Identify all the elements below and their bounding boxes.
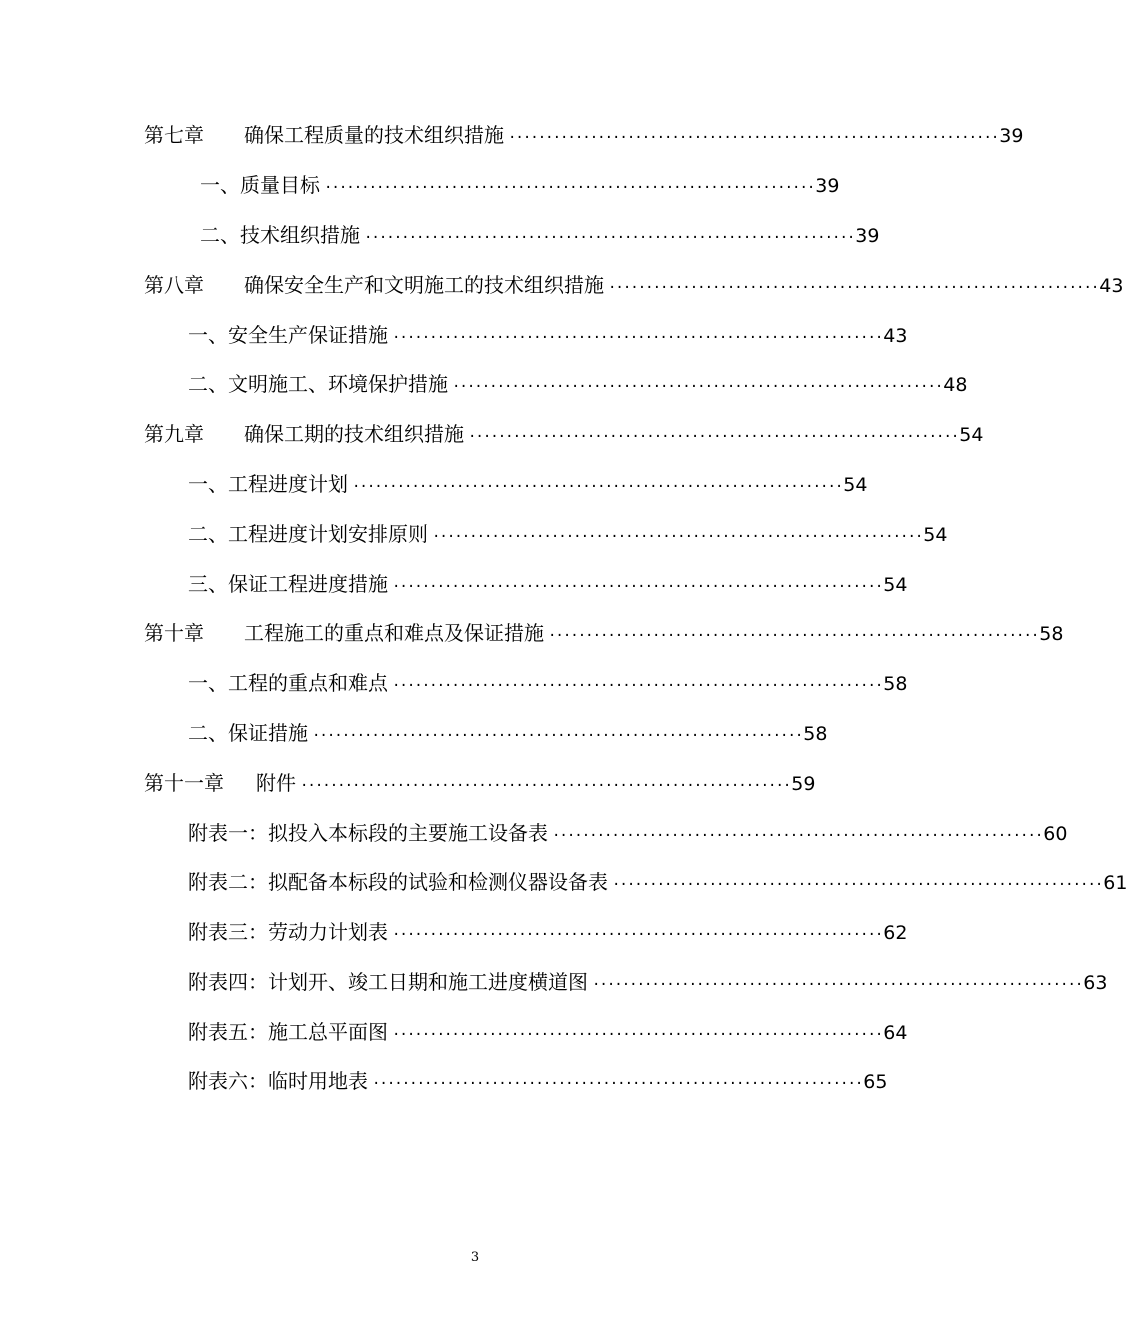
toc-entry-page: 58 <box>1039 623 1064 645</box>
toc-entry-number: 附表三： <box>188 920 268 944</box>
toc-entry-title: 技术组织措施 <box>240 223 360 247</box>
toc-leader-dots: ·································································· <box>312 728 803 744</box>
toc-entry-number: 二、 <box>188 721 228 745</box>
toc-entry-number: 二、 <box>188 522 228 546</box>
toc-entry-title: 计划开、竣工日期和施工进度横道图 <box>268 970 588 994</box>
toc-entry-page: 43 <box>883 325 908 347</box>
toc-entry-title: 工程施工的重点和难点及保证措施 <box>244 621 544 645</box>
toc-leader-dots: ·································································· <box>592 977 1083 993</box>
toc-leader-dots: ·································································· <box>392 1027 883 1043</box>
toc-leader-dots: ·································································· <box>452 379 943 395</box>
toc-leader-dots: ·································································· <box>324 180 815 196</box>
toc-entry-appendix-6[interactable] <box>188 1066 888 1096</box>
toc-leader-dots: ·································································· <box>392 330 883 346</box>
toc-entry-page: 61 <box>1103 872 1127 894</box>
toc-entry-page: 60 <box>1043 823 1068 845</box>
toc-entry-number: 第九章 <box>144 422 204 446</box>
toc-entry-title: 确保工期的技术组织措施 <box>244 422 464 446</box>
toc-entry-number: 附表五： <box>188 1020 268 1044</box>
toc-entry-8-2[interactable] <box>188 369 968 399</box>
toc-entry-10-1[interactable] <box>188 668 908 698</box>
toc-entry-page: 43 <box>1099 275 1124 297</box>
toc-entry-page: 59 <box>791 773 816 795</box>
toc-leader-dots: ·································································· <box>548 628 1039 644</box>
toc-entry-number: 一、 <box>188 323 228 347</box>
toc-entry-page: 62 <box>883 922 908 944</box>
toc-entry-chapter-11[interactable] <box>144 768 816 798</box>
toc-entry-page: 63 <box>1083 972 1108 994</box>
toc-entry-appendix-4[interactable] <box>188 967 1108 997</box>
toc-entry-page: 39 <box>815 175 840 197</box>
toc-entry-page: 54 <box>883 574 908 596</box>
toc-entry-page: 65 <box>863 1071 888 1093</box>
toc-entry-number: 二、 <box>188 372 228 396</box>
toc-leader-dots: ·································································· <box>392 927 883 943</box>
toc-entry-chapter-8[interactable] <box>144 270 1124 300</box>
toc-entry-number: 附表二： <box>188 870 268 894</box>
toc-entry-title: 确保安全生产和文明施工的技术组织措施 <box>244 273 604 297</box>
toc-entry-number: 附表六： <box>188 1069 268 1093</box>
toc-entry-number: 第十章 <box>144 621 204 645</box>
toc-entry-title: 工程进度计划 <box>228 472 348 496</box>
toc-entry-appendix-5[interactable] <box>188 1017 908 1047</box>
toc-entry-title: 施工总平面图 <box>268 1020 388 1044</box>
toc-entry-page: 64 <box>883 1022 908 1044</box>
toc-entry-title: 拟配备本标段的试验和检测仪器设备表 <box>268 870 608 894</box>
toc-entry-title: 质量目标 <box>240 173 320 197</box>
toc-entry-9-1[interactable] <box>188 469 868 499</box>
toc-entry-chapter-7[interactable] <box>144 120 1024 150</box>
toc-entry-9-2[interactable] <box>188 519 948 549</box>
toc-entry-chapter-9[interactable] <box>144 419 984 449</box>
toc-entry-title: 保证措施 <box>228 721 308 745</box>
toc-leader-dots: ·································································· <box>352 479 843 495</box>
toc-entry-number: 三、 <box>188 572 228 596</box>
toc-entry-page: 54 <box>843 474 868 496</box>
toc-entry-page: 39 <box>999 125 1024 147</box>
toc-entry-number: 附表一： <box>188 821 268 845</box>
toc-leader-dots: ·································································· <box>392 579 883 595</box>
toc-entry-title: 工程进度计划安排原则 <box>228 522 428 546</box>
toc-leader-dots: ·································································· <box>432 529 923 545</box>
toc-leader-dots: ·································································· <box>612 877 1103 893</box>
toc-entry-page: 48 <box>943 374 968 396</box>
page-number: 3 <box>470 1250 480 1265</box>
toc-entry-7-1[interactable] <box>200 170 840 200</box>
toc-entry-appendix-2[interactable] <box>188 867 1127 897</box>
toc-entry-appendix-3[interactable] <box>188 917 908 947</box>
toc-entry-10-2[interactable] <box>188 718 828 748</box>
toc-leader-dots: ·································································· <box>392 678 883 694</box>
toc-entry-number: 二、 <box>200 223 240 247</box>
toc-leader-dots: ·································································· <box>552 828 1043 844</box>
toc-entry-title: 附件 <box>256 771 296 795</box>
toc-leader-dots: ·································································· <box>300 778 791 794</box>
toc-entry-number: 一、 <box>200 173 240 197</box>
toc-entry-page: 58 <box>883 673 908 695</box>
toc-entry-title: 文明施工、环境保护措施 <box>228 372 448 396</box>
toc-entry-title: 劳动力计划表 <box>268 920 388 944</box>
toc-leader-dots: ·································································· <box>608 280 1099 296</box>
toc-entry-page: 54 <box>923 524 948 546</box>
toc-entry-page: 58 <box>803 723 828 745</box>
toc-entry-number: 第八章 <box>144 273 204 297</box>
toc-entry-title: 工程的重点和难点 <box>228 671 388 695</box>
toc-leader-dots: ·································································· <box>468 429 959 445</box>
toc-entry-title: 拟投入本标段的主要施工设备表 <box>268 821 548 845</box>
toc-leader-dots: ·································································· <box>508 130 999 146</box>
toc-leader-dots: ·································································· <box>372 1076 863 1092</box>
toc-leader-dots: ·································································· <box>364 230 855 246</box>
toc-entry-chapter-10[interactable] <box>144 618 1064 648</box>
toc-entry-7-2[interactable] <box>200 220 880 250</box>
toc-entry-9-3[interactable] <box>188 569 908 599</box>
toc-entry-title: 安全生产保证措施 <box>228 323 388 347</box>
toc-entry-8-1[interactable] <box>188 320 908 350</box>
toc-entry-number: 第七章 <box>144 123 204 147</box>
toc-entry-appendix-1[interactable] <box>188 818 1068 848</box>
toc-entry-number: 附表四： <box>188 970 268 994</box>
toc-entry-title: 确保工程质量的技术组织措施 <box>244 123 504 147</box>
toc-entry-page: 54 <box>959 424 984 446</box>
toc-entry-title: 保证工程进度措施 <box>228 572 388 596</box>
toc-entry-number: 一、 <box>188 671 228 695</box>
toc-entry-number: 第十一章 <box>144 771 224 795</box>
toc-entry-title: 临时用地表 <box>268 1069 368 1093</box>
toc-entry-number: 一、 <box>188 472 228 496</box>
toc-entry-page: 39 <box>855 225 880 247</box>
